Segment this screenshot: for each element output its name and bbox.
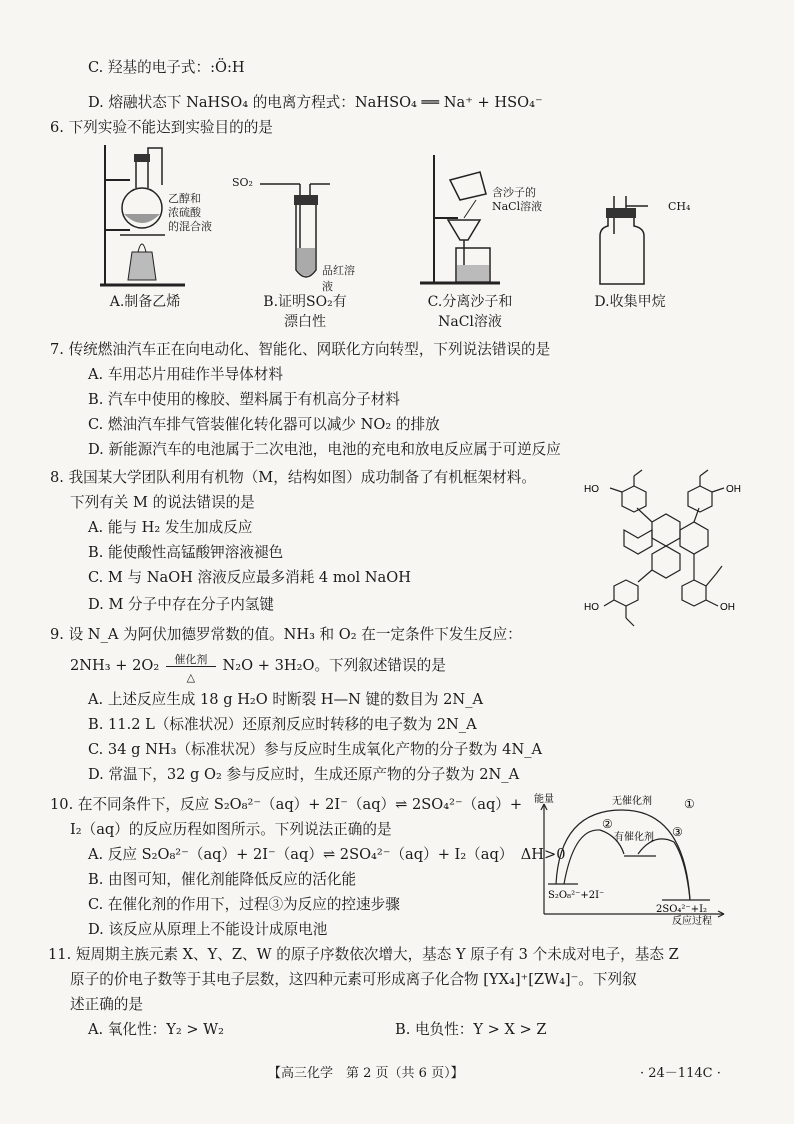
ho-label: HO — [584, 484, 599, 495]
q10-option-b: B. 由图可知，催化剂能降低反应的活化能 — [88, 871, 357, 888]
q5-option-c-formula: :Ö:H — [210, 59, 245, 76]
q6-stem: 6. 下列实验不能达到实验目的的是 — [50, 119, 273, 136]
q11-stem-line1: 11. 短周期主族元素 X、Y、Z、W 的原子序数依次增大，基态 Y 原子有 3 个未成对电子，基态 Z — [48, 946, 679, 963]
label-line: NaCl溶液 — [492, 200, 543, 213]
q7-stem: 7. 传统燃油汽车正在向电动化、智能化、网联化方向转型，下列说法错误的是 — [50, 341, 551, 358]
apparatus-c-icon — [420, 150, 570, 290]
q7-option-a: A. 车用芯片用硅作半导体材料 — [88, 366, 283, 383]
q9-eq-left: 2NH₃ + 2O₂ — [70, 657, 160, 674]
q6-figure-b — [232, 170, 360, 293]
q11-stem-line3: 述正确的是 — [70, 996, 143, 1013]
q6-caption-b — [245, 292, 365, 332]
q9-stem: 9. 设 N_A 为阿伏加德罗常数的值。NH₃ 和 O₂ 在一定条件下发生反应： — [50, 626, 522, 643]
q5-option-d: D. 熔融状态下 NaHSO₄ 的电离方程式：NaHSO₄ ══ Na⁺ + HSO₄⁻ — [88, 94, 543, 111]
q6-caption-d: D.收集甲烷 — [594, 294, 666, 310]
q10-stem-line1: 10. 在不同条件下，反应 S₂O₈²⁻（aq）+ 2I⁻（aq）⇌ 2SO₄²⁻（aq）+ — [50, 796, 523, 813]
chart-products: 2SO₄²⁻+I₂ — [656, 904, 708, 915]
q11-option-a: A. 氧化性：Y₂ > W₂ — [88, 1021, 225, 1038]
q6-figure-c-label — [492, 186, 542, 214]
chart-marker-2: ② — [602, 817, 613, 831]
q7-option-b: B. 汽车中使用的橡胶、塑料属于有机高分子材料 — [88, 391, 400, 408]
q8-option-c: C. M 与 NaOH 溶液反应最多消耗 4 mol NaOH — [88, 569, 411, 586]
q6-caption-c-line1: C.分离沙子和 — [427, 294, 513, 310]
q9-option-a: A. 上述反应生成 18 g H₂O 时断裂 H—N 键的数目为 2N_A — [88, 691, 484, 708]
chart-ylabel: 能量 — [534, 794, 554, 805]
chart-reactants: S₂O₈²⁻+2I⁻ — [548, 890, 605, 901]
oh-label: OH — [720, 602, 735, 613]
q7-option-c: C. 燃油汽车排气管装催化转化器可以减少 NO₂ 的排放 — [88, 416, 440, 433]
q9-eq-cond-bottom: △ — [186, 670, 196, 684]
q10-option-c: C. 在催化剂的作用下，过程③为反应的控速步骤 — [88, 896, 400, 913]
q9-equation — [70, 652, 446, 684]
q10-stem-line2: I₂（aq）的反应历程如图所示。下列说法正确的是 — [70, 821, 392, 838]
q7-option-d: D. 新能源汽车的电池属于二次电池，电池的充电和放电反应属于可逆反应 — [88, 441, 561, 458]
q6-figure-d — [596, 196, 706, 291]
q11-stem-line2: 原子的价电子数等于其电子层数，这四种元素可形成离子化合物 [YX₄]⁺[ZW₄]⁻。下列叙 — [70, 971, 637, 988]
energy-profile-icon — [534, 796, 734, 926]
q8-option-d: D. M 分子中存在分子内氢键 — [88, 596, 274, 613]
chart-uncat-label: 无催化剂 — [612, 796, 652, 807]
q6-caption-c — [415, 292, 525, 332]
exam-code: · 24－114C · — [640, 1066, 721, 1081]
q10-energy-diagram — [534, 796, 734, 926]
q6-figure-b-liquid: 品红溶液 — [322, 264, 355, 293]
q6-figure-a-label — [168, 192, 212, 234]
q6-caption-b-line2: 漂白性 — [284, 314, 326, 330]
q9-option-c: C. 34 g NH₃（标准状况）参与反应时生成氧化产物的分子数为 4N_A — [88, 741, 543, 758]
q10-option-d: D. 该反应从原理上不能设计成原电池 — [88, 921, 328, 938]
molecule-m-icon — [582, 470, 752, 630]
q8-stem-line1: 8. 我国某大学团队利用有机物（M，结构如图）成功制备了有机框架材料。 — [50, 469, 536, 486]
label-line: 的混合液 — [168, 220, 212, 233]
q8-stem-line2: 下列有关 M 的说法错误的是 — [70, 494, 255, 511]
ho-label: HO — [584, 602, 599, 613]
q9-eq-cond-top: 催化剂 — [174, 652, 208, 666]
q8-option-b: B. 能使酸性高锰酸钾溶液褪色 — [88, 544, 284, 561]
q6-figure-c — [420, 150, 570, 290]
q9-option-b: B. 11.2 L（标准状况）还原剂反应时转移的电子数为 2N_A — [88, 716, 477, 733]
q6-caption-b-line1: B.证明SO₂有 — [263, 294, 347, 310]
q8-option-a: A. 能与 H₂ 发生加成反应 — [88, 519, 253, 536]
q6-caption-a: A.制备乙烯 — [109, 294, 181, 310]
q5-option-c — [88, 58, 245, 78]
q5-option-c-text: C. 羟基的电子式： — [88, 59, 211, 76]
q9-eq-arrow — [164, 652, 218, 684]
label-line: 浓硫酸 — [168, 206, 201, 219]
chart-cat-label: 有催化剂 — [614, 832, 654, 843]
q6-caption-c-line2: NaCl溶液 — [438, 314, 502, 330]
q10-option-a: A. 反应 S₂O₈²⁻（aq）+ 2I⁻（aq）⇌ 2SO₄²⁻（aq）+ I₂（aq） ΔH>0 — [88, 846, 566, 863]
q6-figure-b-gas: SO₂ — [232, 176, 253, 189]
label-line: 乙醇和 — [168, 192, 201, 205]
chart-marker-3: ③ — [672, 825, 683, 839]
q9-eq-right: N₂O + 3H₂O。下列叙述错误的是 — [222, 657, 446, 674]
page-footer: 【高三化学 第 2 页（共 6 页）】 — [268, 1066, 464, 1081]
q9-option-d: D. 常温下，32 g O₂ 参与反应时，生成还原产物的分子数为 2N_A — [88, 766, 520, 783]
chart-marker-1: ① — [684, 797, 695, 811]
q8-structure — [582, 470, 752, 630]
q11-option-b: B. 电负性：Y > X > Z — [395, 1021, 547, 1038]
q6-figure-a — [90, 140, 230, 290]
label-line: 含沙子的 — [492, 186, 536, 199]
chart-xlabel: 反应过程 — [672, 916, 712, 927]
q6-figure-d-gas: CH₄ — [668, 200, 691, 213]
oh-label: OH — [726, 484, 741, 495]
